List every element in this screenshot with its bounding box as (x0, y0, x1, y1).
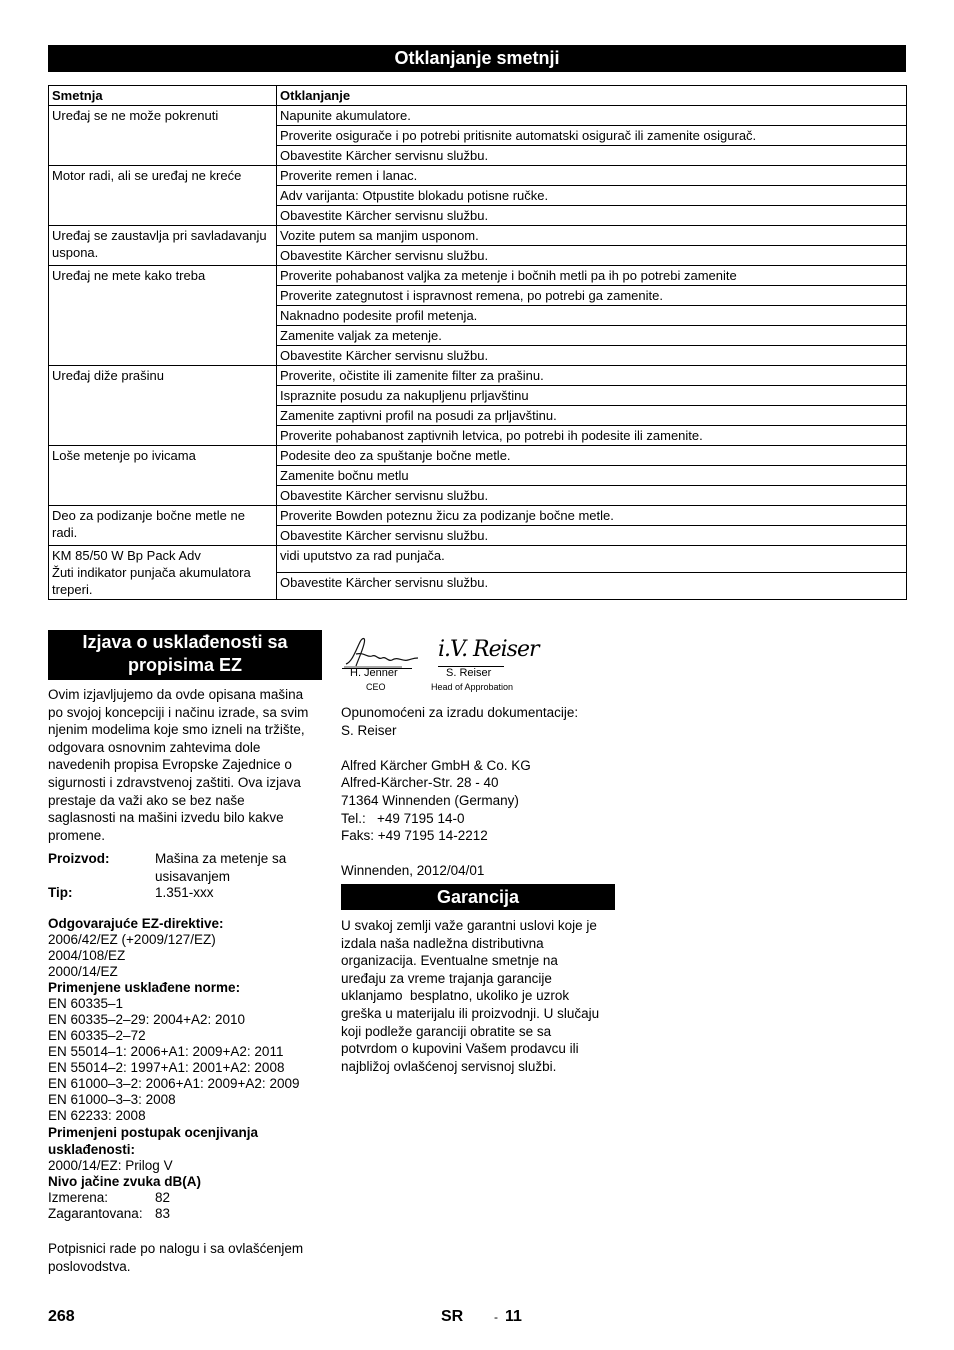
warranty-line: potvrdom o kupovini Vašem prodavcu ili (341, 1041, 579, 1057)
intro-line: odgovara osnovnim zahtevima dole (48, 739, 261, 755)
table-body (49, 106, 907, 600)
remedy-cell: Proverite, očistite ili zamenite filter za prašinu. (277, 366, 907, 386)
company-tel: Tel.: +49 7195 14-0 (341, 810, 465, 826)
norms-label: Primenjene usklađene norme: (48, 980, 241, 995)
remedy-cell: Obavestite Kärcher servisnu službu. (277, 486, 907, 506)
guaranteed-value: 83 (155, 1206, 171, 1221)
fault-cell: Motor radi, ali se uređaj ne kreće (49, 166, 277, 226)
intro-line: saglasnosti na mašini izvedu bilo kakve (48, 810, 284, 826)
fault-cell: Deo za podizanje bočne metle ne radi. (49, 506, 277, 546)
table-row (49, 226, 907, 246)
remedy-cell: Adv varijanta: Otpustite blokadu potisne ručke. (277, 186, 907, 206)
remedy-cell: Podesite deo za spuštanje bočne metle. (277, 446, 907, 466)
warranty-line: organizacija. Eventualne smetnje na (341, 953, 558, 969)
warranty-line: greška u materijalu ili proizvodnji. U slučaju (341, 1005, 600, 1021)
remedy-cell: Proverite remen i lanac. (277, 166, 907, 186)
intro-line: navedenih propisa Evropske Zajednice o (48, 757, 292, 773)
warranty-title: Garancija (341, 884, 615, 910)
remedy-cell: Obavestite Kärcher servisnu službu. (277, 573, 907, 600)
product-value-line: Mašina za metenje sa (155, 851, 287, 866)
table-row (49, 106, 907, 126)
norm-item: EN 61000–3–3: 2008 (48, 1092, 176, 1107)
fault-cell: Loše metenje po ivicama (49, 446, 277, 506)
fault-cell: Uređaj se zaustavlja pri savladavanju uspona. (49, 226, 277, 266)
norm-item: EN 61000–3–2: 2006+A1: 2009+A2: 2009 (48, 1076, 300, 1091)
remedy-cell: Vozite putem sa manjim usponom. (277, 226, 907, 246)
spacer (341, 845, 578, 863)
product-value-line: usisavanjem (155, 868, 231, 884)
column-header-fault: Smetnja (49, 86, 277, 106)
remedy-cell: Obavestite Kärcher servisnu službu. (277, 246, 907, 266)
spacer (341, 739, 578, 757)
company-name: Alfred Kärcher GmbH & Co. KG (341, 757, 531, 773)
intro-line: njenim modelima koje smo izneli na tržište, (48, 722, 305, 738)
declaration-intro (48, 686, 308, 844)
declaration-title-text: Izjava o usklađenosti sa propisima EZ (82, 632, 288, 675)
directive-item: 2004/108/EZ (48, 948, 126, 963)
table-header-row (49, 86, 907, 106)
directive-item: 2006/42/EZ (+2009/127/EZ) (48, 932, 216, 947)
intro-line: prestaje da važi ako se bez naše (48, 792, 245, 808)
company-city: 71364 Winnenden (Germany) (341, 792, 519, 808)
place-date: Winnenden, 2012/04/01 (341, 863, 485, 879)
directives-norms-block (48, 916, 299, 1190)
remedy-cell: Obavestite Kärcher servisnu službu. (277, 146, 907, 166)
product-label: Proizvod: (48, 851, 110, 866)
signer-2-name: S. Reiser (446, 667, 492, 679)
remedy-cell: Zamenite bočnu metlu (277, 466, 907, 486)
signer-2-title: Head of Approbation (431, 682, 514, 692)
company-fax: Faks: +49 7195 14-2212 (341, 828, 488, 844)
local-page-number: 11 (505, 1308, 522, 1325)
warranty-line: uklanjamo besplatno, ukoliko je uzrok (341, 988, 570, 1004)
signatories-line: Potpisnici rade po nalogu i sa ovlašćenjem (48, 1241, 304, 1256)
auth-line: Opunomoćeni za izradu dokumentacije: (341, 705, 579, 720)
warranty-line: najbližoj ovlašćenoj servisnoj službi. (341, 1058, 557, 1074)
company-street: Alfred-Kärcher-Str. 28 - 40 (341, 775, 499, 791)
signer-1-name: H. Jenner (350, 667, 398, 679)
remedy-cell: Obavestite Kärcher servisnu službu. (277, 206, 907, 226)
noise-label: Nivo jačine zvuka dB(A) (48, 1174, 202, 1189)
remedy-cell: Zamenite zaptivni profil na posudi za prljavštinu. (277, 406, 907, 426)
directive-item: 2000/14/EZ (48, 964, 118, 979)
table-row (49, 506, 907, 526)
norm-item: EN 55014–2: 1997+A1: 2001+A2: 2008 (48, 1060, 285, 1075)
signature-reiser-image: i.V. Reiser (438, 637, 539, 662)
warranty-line: uređaju za vreme trajanja garancije (341, 970, 552, 986)
remedy-cell: Proverite pohabanost valjka za metenje i bočnih metli pa ih po potrebi zamenite (277, 266, 907, 286)
remedy-cell: Obavestite Kärcher servisnu službu. (277, 526, 907, 546)
fault-cell: KM 85/50 W Bp Pack Adv Žuti indikator punjača akumulatora treperi. (49, 546, 277, 600)
remedy-cell: Proverite zategnutost i ispravnost remena, po potrebi ga zamenite. (277, 286, 907, 306)
remedy-cell: Proverite osigurače i po potrebi pritisnite automatski osigurač ili zamenite osigurač. (277, 126, 907, 146)
remedy-cell: Proverite pohabanost zaptivnih letvica, po potrebi ih podesite ili zamenite. (277, 426, 907, 446)
footer-dash: - (494, 1310, 498, 1324)
warranty-line: koji podleže garanciji obratite se sa (341, 1023, 552, 1039)
guaranteed-label: Zagarantovana: (48, 1206, 143, 1221)
intro-line: po svojoj koncepciji i načinu izrade, sa svim (48, 704, 309, 720)
signature-jenner-image (342, 632, 422, 672)
procedure-label: usklađenosti: (48, 1142, 136, 1157)
measured-value: 82 (155, 1190, 171, 1205)
remedy-cell: Napunite akumulatore. (277, 106, 907, 126)
warranty-line: izdala naša nadležna distributivna (341, 935, 544, 951)
table-row (49, 546, 907, 573)
company-block (341, 704, 578, 880)
remedy-cell: Ispraznite posudu za nakupljenu prljavštinu (277, 386, 907, 406)
declaration-title (48, 630, 322, 680)
table-row (49, 366, 907, 386)
norm-item: EN 60335–2–72 (48, 1028, 146, 1043)
procedure-label: Primenjeni postupak ocenjivanja (48, 1125, 259, 1140)
measured-label: Izmerena: (48, 1190, 109, 1205)
fault-cell: Uređaj ne mete kako treba (49, 266, 277, 366)
signer-1-title: CEO (366, 682, 386, 692)
product-value (155, 850, 286, 885)
column-header-remedy: Otklanjanje (277, 86, 907, 106)
type-label: Tip: (48, 885, 73, 900)
troubleshooting-table (48, 85, 907, 600)
warranty-line: U svakoj zemlji važe garantni uslovi koje je (341, 918, 597, 933)
warranty-text (341, 917, 599, 1075)
table-row (49, 446, 907, 466)
intro-line: promene. (48, 827, 106, 843)
remedy-cell: Proverite Bowden poteznu žicu za podizanje bočne metle. (277, 506, 907, 526)
directives-label: Odgovarajuće EZ-direktive: (48, 916, 224, 931)
troubleshooting-title: Otklanjanje smetnji (48, 45, 906, 72)
procedure-value: 2000/14/EZ: Prilog V (48, 1158, 173, 1173)
auth-name: S. Reiser (341, 722, 397, 738)
type-value: 1.351-xxx (155, 885, 214, 900)
norm-item: EN 55014–1: 2006+A1: 2009+A2: 2011 (48, 1044, 284, 1059)
remedy-cell: Naknadno podesite profil metenja. (277, 306, 907, 326)
intro-line: Ovim izjavljujemo da ovde opisana mašina (48, 687, 304, 702)
table-row (49, 266, 907, 286)
norm-item: EN 60335–1 (48, 996, 124, 1011)
intro-line: sigurnosti i zdravstvenoj zaštiti. Ova izjava (48, 774, 301, 790)
norm-item: EN 60335–2–29: 2004+A2: 2010 (48, 1012, 246, 1027)
signatories-line: poslovodstva. (48, 1258, 131, 1274)
remedy-cell: Obavestite Kärcher servisnu službu. (277, 346, 907, 366)
remedy-cell: Zamenite valjak za metenje. (277, 326, 907, 346)
language-code: SR (441, 1308, 464, 1325)
page-number: 268 (48, 1308, 75, 1325)
norm-item: EN 62233: 2008 (48, 1108, 146, 1123)
remedy-cell: vidi uputstvo za rad punjača. (277, 546, 907, 573)
fault-cell: Uređaj diže prašinu (49, 366, 277, 446)
signatories-note (48, 1240, 303, 1275)
table-row (49, 166, 907, 186)
fault-cell: Uređaj se ne može pokrenuti (49, 106, 277, 166)
